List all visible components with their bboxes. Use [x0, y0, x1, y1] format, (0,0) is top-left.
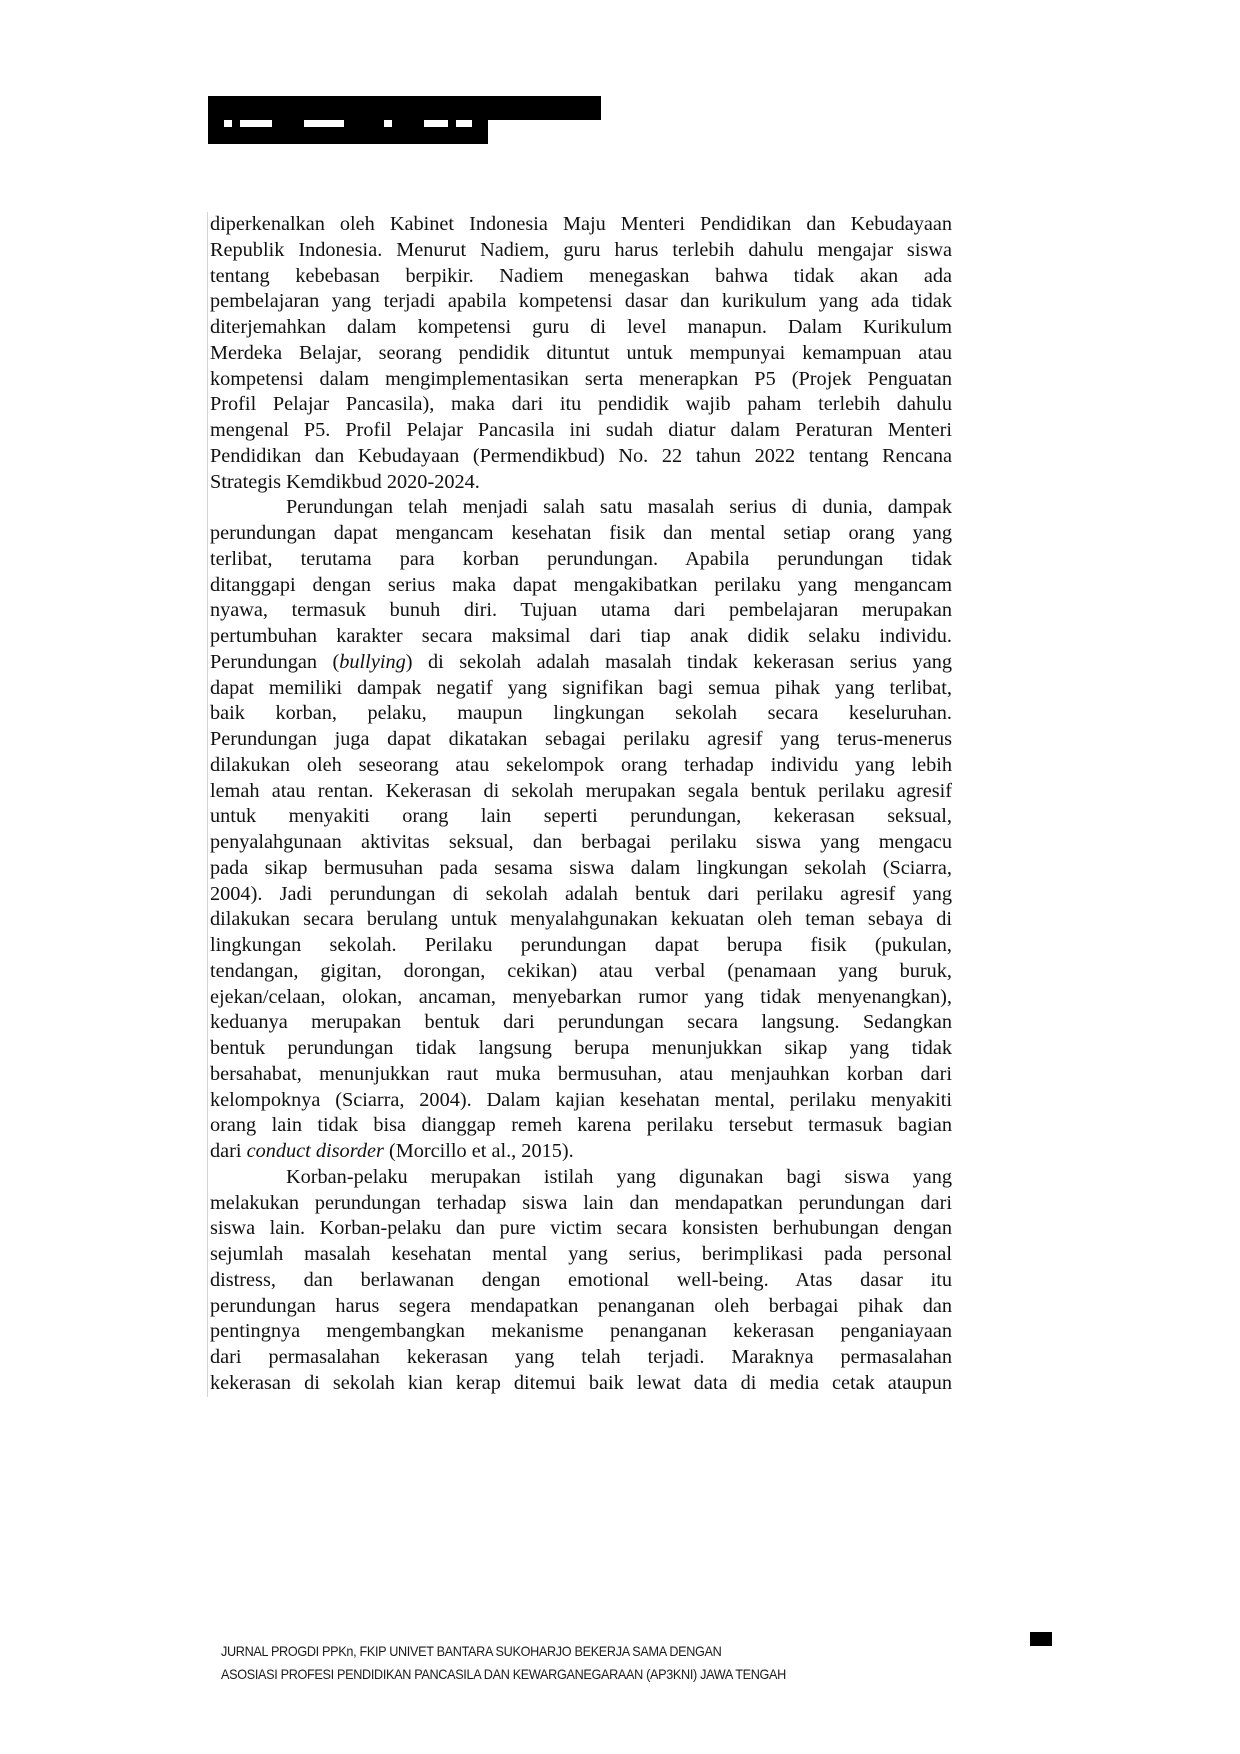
text-line: pembelajaran yang terjadi apabila kompetensi dasar dan kurikulum yang ada tidak [207, 289, 952, 315]
text-line: untuk menyakiti orang lain seperti perundungan, kekerasan seksual, [207, 804, 952, 830]
text-line: dilakukan secara berulang untuk menyalahgunakan kekuatan oleh teman sebaya di [207, 907, 952, 933]
redaction-mark [424, 120, 448, 127]
footer-line-2: ASOSIASI PROFESI PENDIDIKAN PANCASILA DAN KEWARGANEGARAAN (AP3KNI) JAWA TENGAH [221, 1667, 786, 1682]
paragraph [210, 495, 952, 1165]
article-body [210, 212, 952, 1397]
text-line: Republik Indonesia. Menurut Nadiem, guru harus terlebih dahulu mengajar siswa [207, 238, 952, 264]
text-line: 2004). Jadi perundungan di sekolah adalah bentuk dari perilaku agresif yang [207, 882, 952, 908]
text-line: baik korban, pelaku, maupun lingkungan sekolah secara keseluruhan. [207, 701, 952, 727]
page-number-redaction [1030, 1632, 1052, 1646]
text-line: Perundungan telah menjadi salah satu masalah serius di dunia, dampak [207, 495, 952, 521]
text-line: perundungan harus segera mendapatkan penanganan oleh berbagai pihak dan [207, 1294, 952, 1320]
footer-line-1: JURNAL PROGDI PPKn, FKIP UNIVET BANTARA SUKOHARJO BEKERJA SAMA DENGAN [221, 1644, 722, 1659]
redaction-mark [304, 120, 344, 127]
text-line: keduanya merupakan bentuk dari perundungan secara langsung. Sedangkan [207, 1010, 952, 1036]
italic-term: bullying [339, 650, 406, 673]
text-line: Strategis Kemdikbud 2020-2024. [207, 470, 952, 496]
text-line: penyalahgunaan aktivitas seksual, dan berbagai perilaku siswa yang mengacu [207, 830, 952, 856]
text-line: pertumbuhan karakter secara maksimal dari tiap anak didik selaku individu. [207, 624, 952, 650]
text-line: melakukan perundungan terhadap siswa lain dan mendapatkan perundungan dari [207, 1191, 952, 1217]
text-line: tendangan, gigitan, dorongan, cekikan) atau verbal (penamaan yang buruk, [207, 959, 952, 985]
text-line: dilakukan oleh seseorang atau sekelompok orang terhadap individu yang lebih [207, 753, 952, 779]
text-line: Perundungan (bullying) di sekolah adalah masalah tindak kekerasan serius yang [207, 650, 952, 676]
redaction-bar-top [208, 96, 601, 120]
paragraph-container [210, 212, 952, 1397]
text-line: kelompoknya (Sciarra, 2004). Dalam kajian kesehatan mental, perilaku menyakiti [207, 1088, 952, 1114]
text-line: bersahabat, menunjukkan raut muka bermusuhan, atau menjauhkan korban dari [207, 1062, 952, 1088]
text-line: distress, dan berlawanan dengan emotional well-being. Atas dasar itu [207, 1268, 952, 1294]
redaction-mark [224, 120, 232, 127]
text-line: tentang kebebasan berpikir. Nadiem menegaskan bahwa tidak akan ada [207, 264, 952, 290]
text-line: dari permasalahan kekerasan yang telah terjadi. Maraknya permasalahan [207, 1345, 952, 1371]
text-line: Perundungan juga dapat dikatakan sebagai perilaku agresif yang terus-menerus [207, 727, 952, 753]
text-line: diperkenalkan oleh Kabinet Indonesia Maju Menteri Pendidikan dan Kebudayaan [207, 212, 952, 238]
text-line: Profil Pelajar Pancasila), maka dari itu pendidik wajib paham terlebih dahulu [207, 392, 952, 418]
journal-header-redaction [208, 96, 601, 144]
text-line: nyawa, termasuk bunuh diri. Tujuan utama dari pembelajaran merupakan [207, 598, 952, 624]
text-line: ditanggapi dengan serius maka dapat mengakibatkan perilaku yang mengancam [207, 573, 952, 599]
text-line: mengenal P5. Profil Pelajar Pancasila ini sudah diatur dalam Peraturan Menteri [207, 418, 952, 444]
text-line: dapat memiliki dampak negatif yang signifikan bagi semua pihak yang terlibat, [207, 676, 952, 702]
text-line: bentuk perundungan tidak langsung berupa menunjukkan sikap yang tidak [207, 1036, 952, 1062]
text-line: Pendidikan dan Kebudayaan (Permendikbud) No. 22 tahun 2022 tentang Rencana [207, 444, 952, 470]
text-line: kekerasan di sekolah kian kerap ditemui baik lewat data di media cetak ataupun [207, 1371, 952, 1397]
text-line: ejekan/celaan, olokan, ancaman, menyebarkan rumor yang tidak menyenangkan), [207, 985, 952, 1011]
text-line: pentingnya mengembangkan mekanisme penanganan kekerasan penganiayaan [207, 1319, 952, 1345]
text-line: pada sikap bermusuhan pada sesama siswa dalam lingkungan sekolah (Sciarra, [207, 856, 952, 882]
text-line: orang lain tidak bisa dianggap remeh karena perilaku tersebut termasuk bagian [207, 1113, 952, 1139]
text-line: Korban-pelaku merupakan istilah yang digunakan bagi siswa yang [207, 1165, 952, 1191]
paragraph [210, 1165, 952, 1397]
text-line: sejumlah masalah kesehatan mental yang serius, berimplikasi pada personal [207, 1242, 952, 1268]
text-line: terlibat, terutama para korban perundungan. Apabila perundungan tidak [207, 547, 952, 573]
redaction-mark [456, 120, 472, 127]
text-line: lemah atau rentan. Kekerasan di sekolah merupakan segala bentuk perilaku agresif [207, 779, 952, 805]
redaction-mark [240, 120, 272, 127]
text-line: perundungan dapat mengancam kesehatan fisik dan mental setiap orang yang [207, 521, 952, 547]
text-line: dari conduct disorder (Morcillo et al., 2015). [207, 1139, 952, 1165]
text-line: Merdeka Belajar, seorang pendidik dituntut untuk mempunyai kemampuan atau [207, 341, 952, 367]
italic-term: conduct disorder [246, 1140, 384, 1162]
text-line: kompetensi dalam mengimplementasikan serta menerapkan P5 (Projek Penguatan [207, 367, 952, 393]
text-line: siswa lain. Korban-pelaku dan pure victim secara konsisten berhubungan dengan [207, 1216, 952, 1242]
text-line: diterjemahkan dalam kompetensi guru di level manapun. Dalam Kurikulum [207, 315, 952, 341]
text-line: lingkungan sekolah. Perilaku perundungan dapat berupa fisik (pukulan, [207, 933, 952, 959]
paragraph [210, 212, 952, 495]
redaction-mark [384, 120, 392, 127]
page-footer [221, 1640, 786, 1686]
